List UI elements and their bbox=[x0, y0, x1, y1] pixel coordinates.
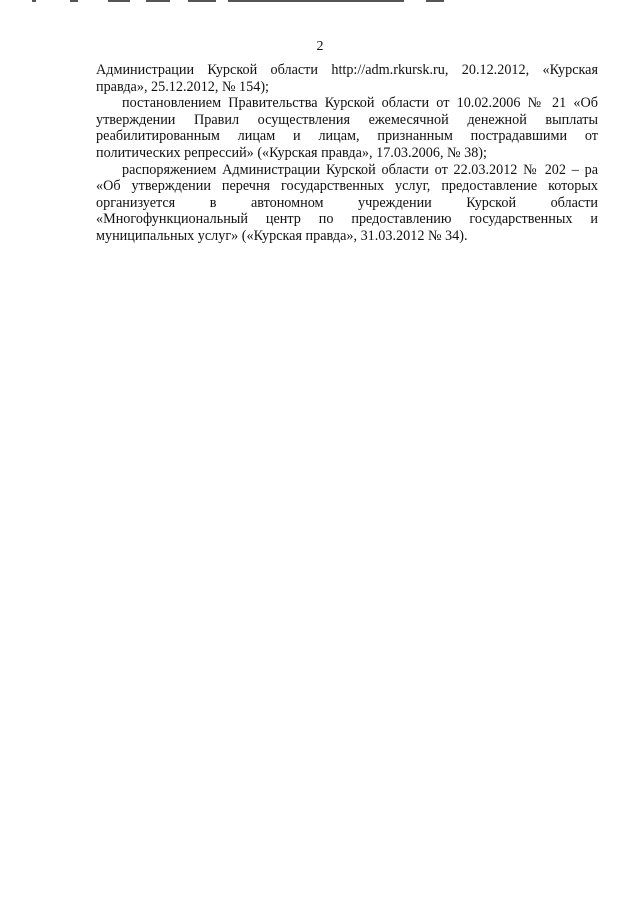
scan-mark bbox=[70, 0, 78, 2]
scan-mark bbox=[426, 0, 444, 2]
paragraph-continuation: Администрации Курской области http://adm.rkursk.ru, 20.12.2012, «Курская правда», 25.12.2012, № 154); bbox=[96, 62, 598, 95]
document-body bbox=[96, 62, 598, 245]
scan-mark bbox=[108, 0, 130, 2]
paragraph-postanovlenie: постановлением Правительства Курской области от 10.02.2006 № 21 «Об утверждении Правил осуществления ежемесячной денежной выплаты реабилитированным лицам и лицам, признанным пострадавшими от политических репрессий» («Курская правда», 17.03.2006, № 38); bbox=[96, 95, 598, 161]
scan-mark bbox=[146, 0, 170, 2]
scan-edge-artifacts bbox=[0, 0, 640, 4]
page-number: 2 bbox=[316, 39, 324, 54]
scan-mark bbox=[228, 0, 404, 2]
paragraph-rasporyazhenie: распоряжением Администрации Курской области от 22.03.2012 № 202 – ра «Об утверждении перечня государственных услуг, предоставление которых организуется в автономном учреждении Курской области «Многофункциональный центр по предоставлению государственных и муниципальных услуг» («Курская правда», 31.03.2012 № 34). bbox=[96, 161, 598, 244]
scan-mark bbox=[32, 0, 36, 2]
scan-mark bbox=[188, 0, 216, 2]
